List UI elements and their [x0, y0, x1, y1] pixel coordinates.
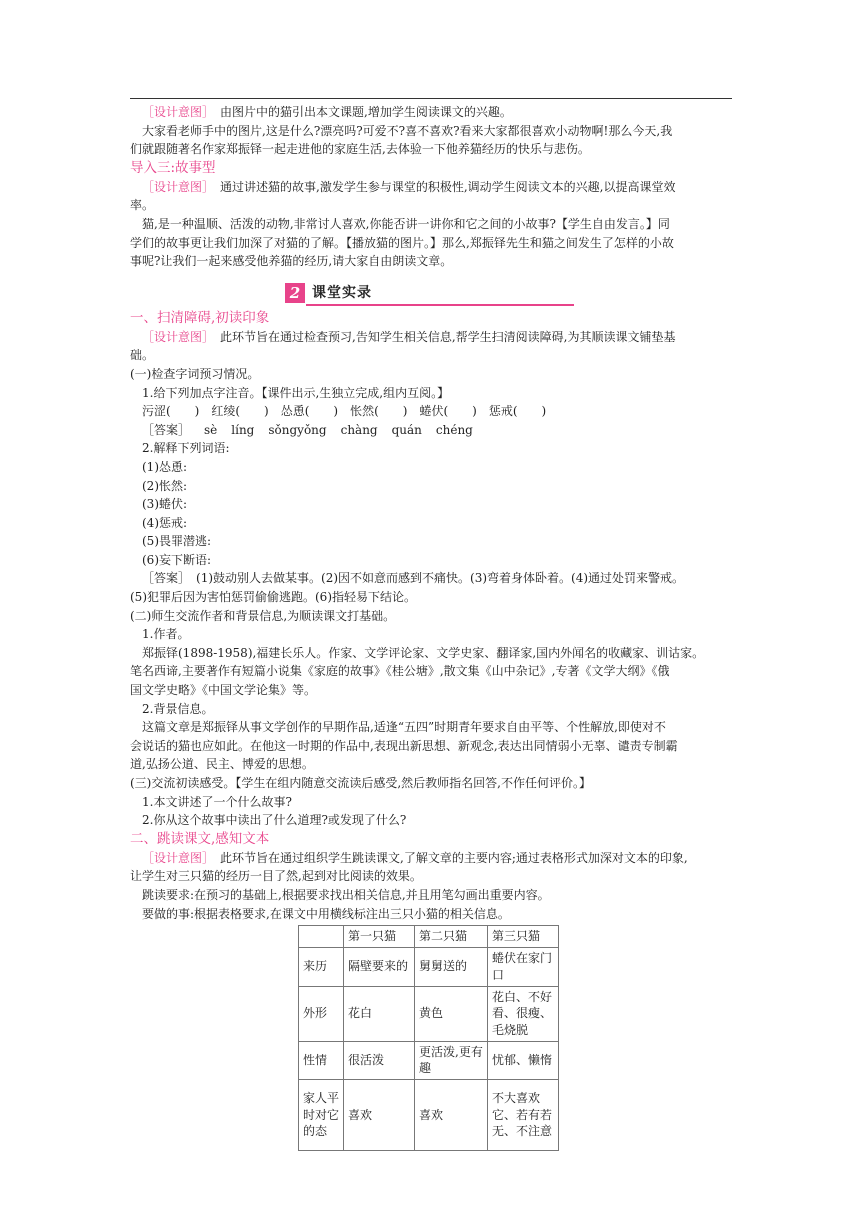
table-cell: 花白、不好看、很瘦、毛烧脱 — [488, 986, 559, 1041]
table-header-cell — [299, 926, 344, 948]
table-cell: 喜欢 — [344, 1079, 415, 1150]
paragraph: 大家看老师手中的图片,这是什么?漂亮吗?可爱不?喜不喜欢?看来大家都很喜欢小动物啊!那么今天,我 — [142, 123, 673, 138]
table-cell: 家人平时对它的态 — [299, 1079, 344, 1150]
design-note — [130, 328, 732, 347]
paragraph: 猫,是一种温顺、活泼的动物,非常讨人喜欢,你能否讲一讲你和它之间的小故事?【学生自由发言。】同 — [142, 216, 670, 231]
table-row — [299, 947, 559, 986]
paragraph: 础。 — [130, 348, 155, 363]
design-label: ［设计意图］ — [142, 179, 209, 194]
section-heading: 二、跳读课文,感知文本 — [130, 830, 270, 847]
document-page — [130, 0, 732, 1151]
term-item: (5)畏罪潜逃: — [142, 534, 212, 549]
table-header-cell: 第二只猫 — [415, 926, 488, 948]
table-row — [299, 986, 559, 1041]
answer-label: ［答案］ — [142, 422, 191, 437]
paragraph: 会说话的猫也应如此。在他这一时期的作品中,表现出新思想、新观念,表达出同情弱小无辜、谴责专制霸 — [130, 738, 678, 753]
design-text: 此环节旨在通过组织学生跳读课文,了解文章的主要内容;通过表格形式加深对文本的印象, — [220, 850, 688, 865]
term-item: (2)怅然: — [142, 478, 188, 493]
table-header-row — [299, 926, 559, 948]
table-cell: 隔壁要来的 — [344, 947, 415, 986]
banner-underline — [306, 304, 574, 306]
pinyin-item: chàng — [340, 422, 378, 437]
table-cell: 外形 — [299, 986, 344, 1041]
table-header-cell: 第一只猫 — [344, 926, 415, 948]
design-note — [130, 849, 732, 868]
table-row — [299, 1041, 559, 1079]
design-note — [130, 178, 732, 197]
banner-title: 课堂实录 — [312, 284, 372, 301]
paragraph: 让学生对三只猫的经历一目了然,起到对比阅读的效果。 — [130, 869, 422, 884]
section-banner — [130, 279, 732, 309]
table-cell: 不大喜欢它、若有若无、不注意 — [488, 1079, 559, 1150]
design-note — [130, 103, 732, 122]
term-item: (6)妄下断语: — [142, 552, 212, 567]
paragraph: 国文学史略》《中国文学论集》等。 — [130, 683, 317, 698]
design-label: ［设计意图］ — [142, 850, 209, 865]
design-text: 由图片中的猫引出本文课题,增加学生阅读课文的兴趣。 — [220, 105, 512, 119]
paragraph: 们就跟随著名作家郑振铎一起走进他的家庭生活,去体验一下他养猫经历的快乐与悲伤。 — [130, 142, 590, 157]
section-heading: 一、扫清障碍,初读印象 — [130, 309, 270, 326]
banner-number: 2 — [285, 283, 305, 303]
answer-label: ［答案］ — [142, 571, 185, 586]
question: 2.解释下列词语: — [142, 441, 230, 456]
paragraph: 率。 — [130, 198, 155, 213]
table-cell: 更活泼,更有趣 — [415, 1041, 488, 1079]
paragraph: 郑振铎(1898-1958),福建长乐人。作家、文学评论家、文学史家、翻译家,国内外闻名的收藏家、训诂家。 — [142, 645, 705, 660]
subheading: (一)检查字词预习情况。 — [130, 366, 260, 381]
design-label: ［设计意图］ — [142, 329, 209, 344]
answer — [130, 569, 732, 588]
subheading: (三)交流初读感受。【学生在组内随意交流读后感受,然后教师指名回答,不作任何评价。】 — [130, 776, 591, 790]
paragraph: 这篇文章是郑振铎从事文学创作的早期作品,适逢“五四”时期青年要求自由平等、个性解放,即使对不 — [142, 720, 666, 735]
pinyin-item: líng — [231, 422, 255, 437]
table-cell: 舅舅送的 — [415, 947, 488, 986]
table-cell: 性情 — [299, 1041, 344, 1079]
table-cell: 蜷伏在家门口 — [488, 947, 559, 986]
pinyin-item: sǒngyǒng — [268, 422, 327, 437]
design-label: ［设计意图］ — [142, 105, 209, 119]
paragraph: 跳读要求:在预习的基础上,根据要求找出相关信息,并且用笔勾画出重要内容。 — [142, 887, 550, 902]
answer-text: (1)鼓动别人去做某事。(2)因不如意而感到不痛快。(3)弯着身体卧着。(4)通过处罚来警戒。 — [196, 571, 685, 586]
table-cell: 来历 — [299, 947, 344, 986]
pinyin-exercise: 污涩( ) 红绫( ) 怂恿( ) 怅然( ) 蜷伏( ) 惩戒( ) — [142, 404, 547, 419]
paragraph: 事呢?让我们一起来感受他养猫的经历,请大家自由朗读文章。 — [130, 254, 453, 269]
item-label: 1.作者。 — [142, 627, 190, 642]
question: 1.本文讲述了一个什么故事? — [142, 794, 292, 809]
table-cell: 花白 — [344, 986, 415, 1041]
term-item: (3)蜷伏: — [142, 497, 188, 512]
pinyin-answer — [130, 421, 732, 440]
question: 1.给下列加点字注音。【课件出示,生独立完成,组内互阅。】 — [142, 385, 450, 400]
table-cell: 黄色 — [415, 986, 488, 1041]
table-header-cell: 第三只猫 — [488, 926, 559, 948]
design-text: 此环节旨在通过检查预习,告知学生相关信息,帮学生扫清阅读障碍,为其顺读课文铺垫基 — [220, 329, 676, 344]
cat-comparison-table — [298, 925, 559, 1151]
paragraph: 学们的故事更让我们加深了对猫的了解。【播放猫的图片。】那么,郑振铎先生和猫之间发生了怎样的小故 — [130, 235, 674, 250]
pinyin-item: chéng — [435, 422, 473, 437]
item-label: 2.背景信息。 — [142, 701, 214, 716]
table-cell: 忧郁、懒惰 — [488, 1041, 559, 1079]
pinyin-item: sè — [204, 422, 218, 437]
paragraph: 道,弘扬公道、民主、博爱的思想。 — [130, 757, 314, 772]
answer: (5)犯罪后因为害怕惩罚偷偷逃跑。(6)指轻易下结论。 — [130, 590, 416, 605]
paragraph: 笔名西谛,主要著作有短篇小说集《家庭的故事》《桂公塘》,散文集《山中杂记》,专著《文学大纲》《俄 — [130, 664, 670, 679]
table-cell: 喜欢 — [415, 1079, 488, 1150]
term-item: (4)惩戒: — [142, 515, 188, 530]
pinyin-item: quán — [391, 422, 422, 437]
paragraph: 要做的事:根据表格要求,在课文中用横线标注出三只小猫的相关信息。 — [142, 906, 510, 921]
table-cell: 很活泼 — [344, 1041, 415, 1079]
table-row — [299, 1079, 559, 1150]
question: 2.你从这个故事中读出了什么道理?或发现了什么? — [142, 813, 407, 828]
design-text: 通过讲述猫的故事,激发学生参与课堂的积极性,调动学生阅读文本的兴趣,以提高课堂效 — [220, 179, 676, 194]
subheading: (二)师生交流作者和背景信息,为顺读课文打基础。 — [130, 608, 396, 623]
term-item: (1)怂恿: — [142, 459, 188, 474]
section-heading: 导入三:故事型 — [130, 159, 216, 176]
